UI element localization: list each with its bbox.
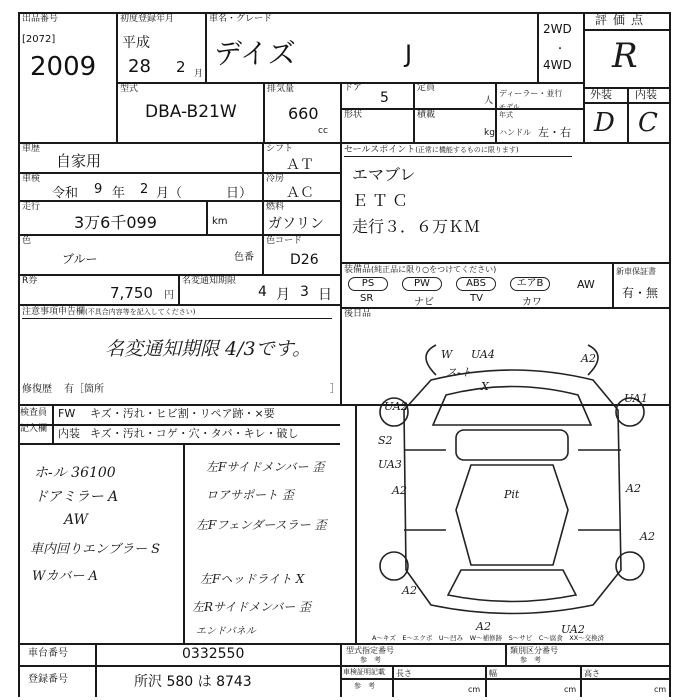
rating-int-value: C xyxy=(638,108,658,138)
first-reg-year: 28 xyxy=(128,56,151,77)
color-label: 色 xyxy=(22,236,32,246)
mark-w: W xyxy=(441,348,453,361)
mark-a2-bottom-mid: A2 xyxy=(476,620,491,633)
sales-points-underline xyxy=(344,156,572,157)
divider xyxy=(627,87,629,142)
equip-ps: PS xyxy=(348,277,388,291)
vehicle-cert-length-unit: cm xyxy=(468,685,481,694)
color-code-value: D26 xyxy=(290,252,319,268)
model-year-label: モデル 年式 xyxy=(499,103,520,119)
divider xyxy=(340,307,670,309)
color-number-label: 色番 xyxy=(234,252,254,263)
divider xyxy=(505,643,507,665)
fw-label: FW xyxy=(58,407,76,420)
model-label: 型式 xyxy=(120,84,139,94)
fuel-label: 燃料 xyxy=(266,202,285,212)
model-approval-sub: 参 考 xyxy=(360,656,381,664)
mark-a2-right-low: A2 xyxy=(640,530,655,543)
mark-ua2-left: UA2 xyxy=(384,400,408,413)
chassis-value: 0332550 xyxy=(182,646,245,662)
inspector-notes-title: 注意事項申告欄 xyxy=(22,307,86,317)
handwritten-right-2: ロアサポート 歪 xyxy=(206,488,294,502)
divider xyxy=(340,665,670,667)
divider xyxy=(485,665,487,697)
doors-value: 5 xyxy=(380,90,389,106)
inspection-era: 令和 xyxy=(52,186,79,201)
first-reg-era: 平成 xyxy=(122,35,150,51)
divider xyxy=(340,82,342,142)
divider xyxy=(340,108,583,110)
inspector-label-1: 検査員 xyxy=(20,408,48,418)
inspection-month: 2 xyxy=(140,182,149,197)
recycle-value: 7,750 xyxy=(110,284,153,302)
load-unit: kg xyxy=(484,128,495,138)
vehicle-cert-label: 車検証明記載 xyxy=(343,668,385,676)
divider xyxy=(18,443,340,445)
divider xyxy=(18,142,670,144)
divider xyxy=(413,82,415,142)
inspection-day-unit: 日） xyxy=(226,186,253,201)
damage-legend: A～キズ E～エクボ U～凹み W～補修跡 S～サビ C～腐食 XX～交換済 xyxy=(372,634,605,642)
equipment-label xyxy=(344,264,496,276)
rating-label: 評価点 xyxy=(595,13,650,27)
drive-2wd: 2WD xyxy=(543,22,572,36)
mark-ua1: UA1 xyxy=(624,392,648,405)
divider xyxy=(18,665,340,667)
divider xyxy=(18,304,340,306)
equipment-note: (純正品に限り○をつけてください) xyxy=(371,265,497,274)
car-damage-diagram xyxy=(356,340,668,640)
handwritten-right-6: エンドパネル xyxy=(196,626,256,637)
equip-sr: SR xyxy=(360,293,374,304)
inspector-notes-label xyxy=(22,307,195,318)
history-value: 自家用 xyxy=(56,152,102,170)
vehicle-cert-height: 高さ xyxy=(584,669,600,678)
divider xyxy=(612,262,614,307)
vehicle-cert-width: 幅 xyxy=(489,669,497,678)
inspector-notes-underline xyxy=(22,318,332,319)
history-label: 車歴 xyxy=(22,144,41,154)
mark-a2-left: A2 xyxy=(392,484,407,497)
mileage-unit: km xyxy=(212,216,228,227)
displacement-label: 排気量 xyxy=(267,84,295,94)
model-value: DBA-B21W xyxy=(145,102,237,122)
equipment-title: 装備品 xyxy=(344,265,372,275)
inspector-notes-note: (不具合内容等を記入してください) xyxy=(85,308,196,316)
equip-leather: カワ xyxy=(522,297,542,308)
handwritten-left-4: 車内回りエンブラー S xyxy=(30,542,161,557)
sales-point-1: エマブレ xyxy=(352,165,416,184)
lot-label: 出品番号 xyxy=(22,14,59,24)
divider xyxy=(263,82,265,142)
mark-a2-bottom-left: A2 xyxy=(402,584,417,597)
inspection-label: 車検 xyxy=(22,174,41,184)
handwritten-right-1: 左Fサイドメンバー 歪 xyxy=(206,460,325,474)
vehicle-cert-length: 長さ xyxy=(396,669,412,678)
divider xyxy=(340,142,342,309)
shift-value: ＡＴ xyxy=(286,157,314,173)
color-code-label: 色コード xyxy=(266,236,303,246)
repair-bracket: ］ xyxy=(330,384,340,395)
divider xyxy=(206,200,208,234)
drive-4wd: 4WD xyxy=(543,58,572,72)
sheet-border-left xyxy=(18,12,20,697)
load-label: 積載 xyxy=(417,110,436,120)
repair-label: 修復歴 xyxy=(22,384,52,395)
inspection-year-unit: 年 xyxy=(112,186,126,201)
name-change-day-unit: 日 xyxy=(318,287,332,303)
mark-ua4: UA4 xyxy=(471,348,495,361)
sales-points-note: (正常に機能するものに限ります) xyxy=(415,146,519,154)
mileage-label: 走行 xyxy=(22,202,41,212)
capacity-label: 定員 xyxy=(417,83,436,93)
divider xyxy=(340,304,342,404)
shift-label: シフト xyxy=(266,144,294,154)
mark-x: X xyxy=(481,380,489,393)
rating-ext-value: D xyxy=(594,108,615,138)
divider xyxy=(537,12,539,82)
sales-points-title: セールスポイント xyxy=(344,145,416,155)
mark-a2-right: A2 xyxy=(626,482,641,495)
mark-s2: S2 xyxy=(378,434,393,447)
name-change-day: 3 xyxy=(300,284,309,300)
equip-pw: PW xyxy=(402,277,442,291)
mark-ua3: UA3 xyxy=(378,458,402,471)
vehicle-cert-sub: 参 考 xyxy=(354,682,375,690)
divider xyxy=(583,12,585,142)
handwritten-left-3: AW xyxy=(64,512,88,528)
drive-dot: ・ xyxy=(555,44,565,55)
divider xyxy=(580,665,582,697)
equip-aw: AW xyxy=(577,278,595,291)
chassis-label: 車台番号 xyxy=(28,648,68,659)
divider xyxy=(392,665,394,697)
fw-items: キズ・汚れ・ヒビ割・リペア跡・×要 xyxy=(90,407,275,420)
ac-value: ＡＣ xyxy=(286,185,314,201)
divider xyxy=(116,12,118,142)
capacity-unit: 人 xyxy=(484,96,494,106)
equip-navi: ナビ xyxy=(414,297,434,308)
recycle-unit: 円 xyxy=(164,290,174,301)
category-label: 類別区分番号 xyxy=(510,646,558,655)
dealer-label: ディーラー・並行 xyxy=(499,89,563,98)
new-car-warranty-label: 新車保証書 xyxy=(616,267,656,276)
equip-tv: TV xyxy=(470,293,483,304)
displacement-value: 660 xyxy=(288,104,319,123)
handle-value: 左・右 xyxy=(538,126,571,139)
rating-value: R xyxy=(612,36,638,76)
handwritten-right-5: 左Rサイドメンバー 歪 xyxy=(192,600,312,614)
handwritten-left-5: Wカバー A xyxy=(32,569,98,584)
inspector-label-2: 記入欄 xyxy=(20,424,48,434)
mark-strut: ス-ト xyxy=(446,366,472,379)
rating-int-label: 内装 xyxy=(635,88,657,101)
first-reg-month-unit: 月 xyxy=(194,69,204,79)
handwritten-right-4: 左Fヘッドライト X xyxy=(200,572,305,586)
lot-code: [2072] xyxy=(22,34,56,45)
mileage-value: 3万6千099 xyxy=(74,213,157,232)
handwritten-left-2: ドアミラー A xyxy=(34,489,119,505)
sales-point-3: 走行３．６万ＫＭ xyxy=(352,217,481,236)
divider xyxy=(95,643,97,697)
divider xyxy=(183,443,185,643)
plate-value: 所沢 580 は 8743 xyxy=(134,674,252,690)
inspection-month-unit: 月（ xyxy=(156,186,183,201)
divider xyxy=(583,29,670,31)
ac-label: 冷房 xyxy=(266,174,285,184)
divider xyxy=(495,82,497,142)
divider xyxy=(340,643,342,697)
car-name-label: 車名・グレード xyxy=(209,14,273,24)
interior-items: キズ・汚れ・コゲ・穴・タバ・キレ・破し xyxy=(90,427,299,440)
fuel-value: ガソリン xyxy=(268,216,324,232)
mark-ua2-bottom: UA2 xyxy=(561,623,585,636)
shape-label: 形状 xyxy=(344,110,363,120)
mark-a2-top: A2 xyxy=(581,352,596,365)
doors-label: ドア xyxy=(344,83,362,93)
interior-label: 内装 xyxy=(58,427,80,440)
divider xyxy=(340,678,670,680)
rear-label: 後日品 xyxy=(344,309,372,319)
handle-label: ハンドル xyxy=(499,128,531,137)
category-sub: 参 考 xyxy=(520,656,541,664)
first-reg-month: 2 xyxy=(176,58,186,76)
car-name: デイズ xyxy=(214,37,296,70)
handwritten-left-1: ホ-ル 36100 xyxy=(34,465,116,481)
inspector-notes-handwriting: 名変通知期限 4/3です。 xyxy=(105,338,312,360)
rating-ext-label: 外装 xyxy=(590,88,612,101)
divider xyxy=(262,142,264,274)
handwritten-right-3: 左Fフェンダースラー 歪 xyxy=(196,518,327,532)
divider xyxy=(52,404,54,443)
equip-airbag: エアB xyxy=(510,277,550,291)
car-grade: J xyxy=(405,40,413,68)
mark-pit: Pit xyxy=(504,488,520,501)
new-car-warranty-value: 有・無 xyxy=(622,286,659,300)
divider xyxy=(178,274,180,304)
color-value: ブルー xyxy=(62,252,98,266)
equip-abs: ABS xyxy=(456,277,496,291)
sales-point-2: ＥＴＣ xyxy=(352,191,413,210)
name-change-label: 名変通知期限 xyxy=(182,276,237,286)
divider xyxy=(205,12,207,82)
name-change-month: 4 xyxy=(258,284,267,300)
vehicle-cert-width-unit: cm xyxy=(564,685,577,694)
displacement-unit: cc xyxy=(318,126,328,136)
inspection-year: 9 xyxy=(94,182,103,197)
sales-points-label xyxy=(344,145,519,156)
vehicle-cert-height-unit: cm xyxy=(654,685,667,694)
model-approval-label: 型式指定番号 xyxy=(346,646,394,655)
first-reg-label: 初度登録年月 xyxy=(120,14,175,24)
repair-value: 有［箇所 xyxy=(64,384,104,395)
recycle-label: R券 xyxy=(22,276,38,286)
plate-label: 登録番号 xyxy=(28,674,68,685)
lot-number: 2009 xyxy=(30,52,97,82)
sheet-border-right xyxy=(669,12,671,697)
divider xyxy=(18,424,340,426)
name-change-month-unit: 月 xyxy=(276,287,290,303)
